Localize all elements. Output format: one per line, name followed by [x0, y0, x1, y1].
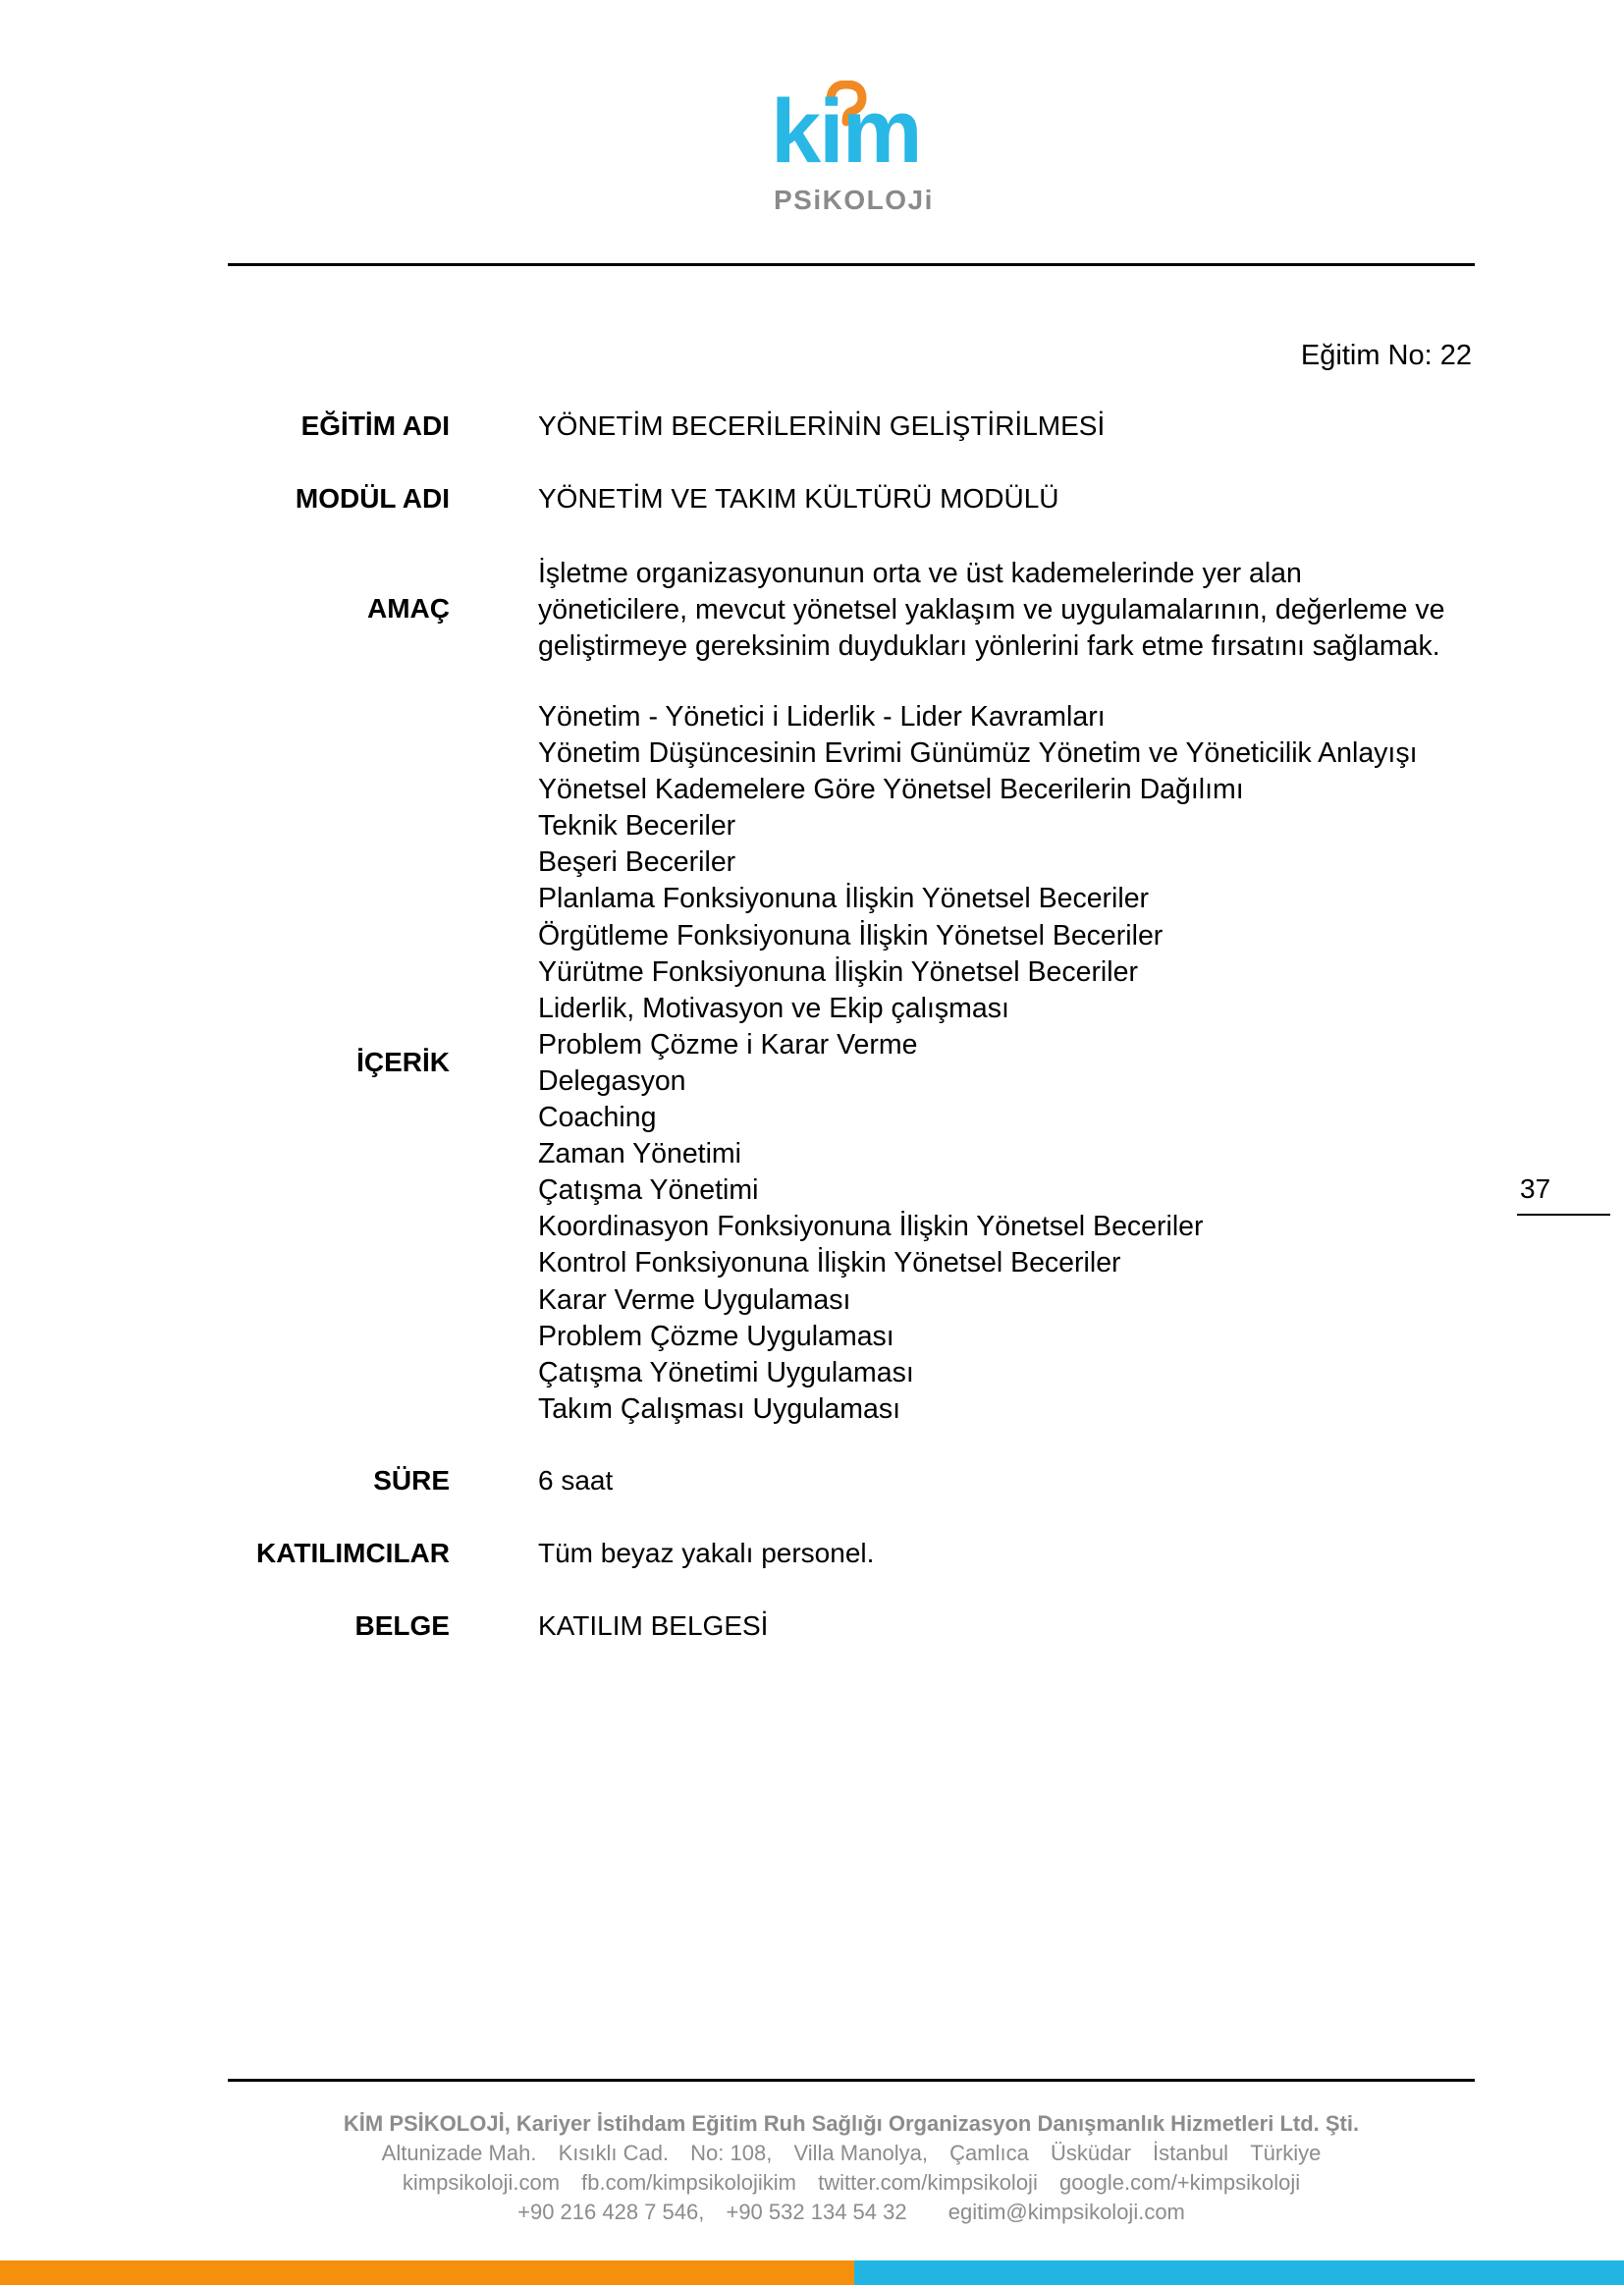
list-item: Delegasyon: [538, 1064, 686, 1097]
purpose-text: [538, 556, 1445, 665]
header-divider: [228, 263, 1475, 266]
footer-address-part: İstanbul: [1153, 2141, 1229, 2165]
footer-company-name: KİM PSİKOLOJİ: [343, 2111, 505, 2136]
training-name-value: YÖNETİM BECERİLERİNİN GELİŞTİRİLMESİ: [538, 410, 1106, 441]
list-item: Coaching: [538, 1102, 657, 1134]
company-logo: [756, 82, 952, 224]
footer-google-link[interactable]: google.com/+kimpsikoloji: [1058, 2170, 1301, 2195]
list-item: Problem Çözme i Karar Verme: [538, 1028, 918, 1061]
participants-value: Tüm beyaz yakalı personel.: [538, 1538, 875, 1568]
list-item: Yürütme Fonksiyonuna İlişkin Yönetsel Beceriler: [538, 955, 1138, 988]
certificate-value: KATILIM BELGESİ: [538, 1610, 769, 1641]
course-number: Eğitim No: 22: [1300, 340, 1472, 371]
list-item: Liderlik, Motivasyon ve Ekip çalışması: [538, 992, 1009, 1024]
logo-wordmark: kim: [771, 82, 921, 182]
footer-company-rest: , Kariyer İstihdam Eğitim Ruh Sağlığı Organizasyon Danışmanlık Hizmetleri Ltd. Şti.: [504, 2111, 1360, 2136]
duration-label: SÜRE: [373, 1465, 450, 1496]
footer-blue-bar: [854, 2260, 1624, 2285]
footer-address-part: Kısıklı Cad.: [558, 2141, 670, 2165]
list-item: Çatışma Yönetimi: [538, 1174, 759, 1207]
list-item: Takım Çalışması Uygulaması: [538, 1392, 901, 1425]
list-item: Kontrol Fonksiyonuna İlişkin Yönetsel Beceriler: [538, 1247, 1121, 1279]
list-item: Çatışma Yönetimi Uygulaması: [538, 1356, 914, 1388]
purpose-line: geliştirmeye gereksinim duydukları yönlerini fark etme fırsatını sağlamak.: [538, 630, 1440, 662]
list-item: Beşeri Beceriler: [538, 846, 736, 879]
footer-email-link[interactable]: egitim@kimpsikoloji.com: [947, 2200, 1185, 2224]
footer-orange-bar: [0, 2260, 854, 2285]
footer-address-part: No: 108,: [690, 2141, 773, 2165]
module-name-label: MODÜL ADI: [295, 483, 450, 514]
footer-company-line: [228, 2109, 1475, 2139]
purpose-label: AMAÇ: [367, 593, 450, 624]
page-number-underline: [1517, 1214, 1610, 1216]
module-name-value: YÖNETİM VE TAKIM KÜLTÜRÜ MODÜLÜ: [538, 483, 1059, 514]
page-number: 37: [1520, 1173, 1551, 1204]
list-item: Yönetim Düşüncesinin Evrimi Günümüz Yönetim ve Yöneticilik Anlayışı: [538, 737, 1418, 770]
list-item: Problem Çözme Uygulaması: [538, 1320, 894, 1352]
footer: [228, 2109, 1475, 2227]
footer-address-part: Altunizade Mah.: [381, 2141, 537, 2165]
footer-address-part: Üsküdar: [1050, 2141, 1131, 2165]
logo-subtitle: PSiKOLOJi: [774, 185, 934, 215]
footer-contact: [228, 2198, 1475, 2227]
list-item: Örgütleme Fonksiyonuna İlişkin Yönetsel Beceriler: [538, 919, 1164, 952]
list-item: Yönetim - Yönetici i Liderlik - Lider Kavramları: [538, 701, 1106, 733]
duration-value: 6 saat: [538, 1465, 614, 1496]
list-item: Yönetsel Kademelere Göre Yönetsel Becerilerin Dağılımı: [538, 774, 1244, 806]
footer-web: [228, 2168, 1475, 2198]
purpose-line: İşletme organizasyonunun orta ve üst kademelerinde yer alan: [538, 558, 1302, 589]
footer-address-part: Çamlıca: [949, 2141, 1029, 2165]
footer-twitter-link[interactable]: twitter.com/kimpsikoloji: [818, 2170, 1038, 2195]
participants-label: KATILIMCILAR: [256, 1538, 450, 1568]
contents-list: [538, 699, 1418, 1428]
list-item: Planlama Fonksiyonuna İlişkin Yönetsel Beceriler: [538, 883, 1150, 915]
footer-website-link[interactable]: kimpsikoloji.com: [402, 2170, 561, 2195]
list-item: Karar Verme Uygulaması: [538, 1283, 851, 1316]
footer-address-part: Türkiye: [1250, 2141, 1322, 2165]
list-item: Koordinasyon Fonksiyonuna İlişkin Yönetsel Beceriler: [538, 1211, 1204, 1243]
footer-mobile: +90 532 134 54 32: [726, 2200, 907, 2224]
list-item: Zaman Yönetimi: [538, 1138, 741, 1170]
footer-address-part: Villa Manolya,: [793, 2141, 929, 2165]
purpose-line: yöneticilere, mevcut yönetsel yaklaşım ve uygulamalarının, değerleme ve: [538, 594, 1445, 626]
certificate-label: BELGE: [354, 1610, 450, 1641]
contents-label: İÇERİK: [356, 1047, 450, 1077]
training-name-label: EĞİTİM ADI: [300, 410, 450, 441]
footer-address: [228, 2139, 1475, 2168]
list-item: Teknik Beceriler: [538, 810, 736, 843]
footer-divider: [228, 2079, 1475, 2082]
footer-facebook-link[interactable]: fb.com/kimpsikolojikim: [581, 2170, 796, 2195]
footer-phone: +90 216 428 7 546,: [517, 2200, 705, 2224]
